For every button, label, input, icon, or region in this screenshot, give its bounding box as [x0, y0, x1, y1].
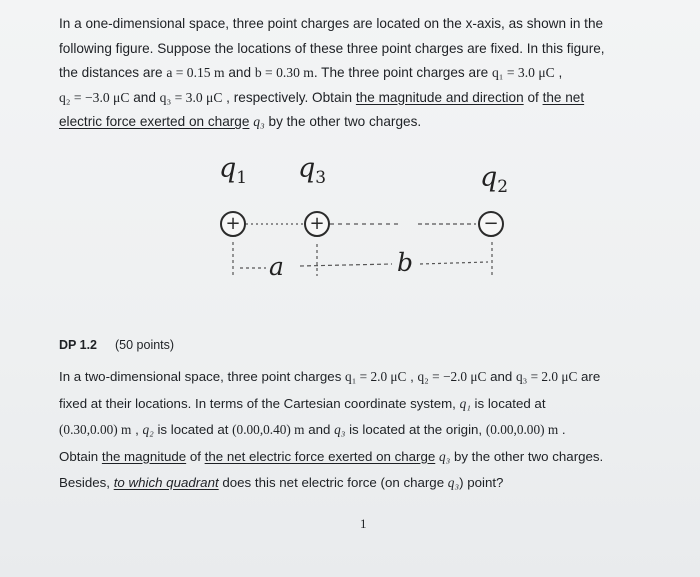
charge-q3-symbol: q₃ — [253, 114, 265, 129]
problem-2-line-2 — [59, 391, 659, 418]
charge-q2-value: q₂ = −2.0 μC — [417, 369, 487, 384]
problem-id: DP 1.2 — [59, 338, 97, 352]
label-subscript: 1 — [236, 168, 248, 188]
text-run: Besides, — [59, 475, 114, 490]
distance-a-value: a = 0.15 m — [166, 65, 225, 80]
text-run: is located at the origin, — [345, 422, 486, 437]
text-run: is located at — [470, 395, 546, 411]
text-run: of — [523, 89, 543, 105]
text-run: , — [406, 369, 418, 384]
problem-1-line-2: following figure. Suppose the locations of these three point charges are fixed. In this figure, — [59, 40, 605, 56]
location-q2: (0.00,0.40) m — [232, 422, 305, 437]
problem-points: (50 points) — [115, 338, 175, 352]
charge-q1-symbol: q₁ — [459, 395, 471, 411]
distance-a-label: a — [269, 252, 284, 281]
problem-2-heading — [59, 337, 174, 353]
text-run: and — [486, 369, 516, 384]
problem-1-line-1: In a one-dimensional space, three point charges are located on the x-axis, as shown in the — [59, 16, 604, 31]
text-run: , — [554, 65, 563, 80]
text-run: are — [577, 369, 601, 384]
text-run: is located at — [153, 422, 233, 437]
text-run: fixed at their locations. In terms of the Cartesian coordinate system, — [59, 395, 460, 411]
problem-2-text — [59, 364, 659, 497]
underlined-phrase: the net electric force exerted on charge — [204, 448, 436, 464]
label-letter: q — [480, 162, 498, 193]
text-run: , respectively. Obtain — [222, 89, 356, 105]
underlined-phrase: the magnitude — [101, 448, 187, 464]
text-run: by the other two charges. — [450, 448, 604, 464]
underlined-phrase: the magnitude and direction — [355, 89, 524, 105]
text-run: and — [129, 89, 160, 105]
charge-q3-symbol: q₃ — [438, 448, 451, 464]
text-run: and — [224, 65, 255, 80]
positive-charge-q1: + — [220, 211, 246, 237]
text-run: by the other two charges. — [264, 114, 422, 129]
text-run: In a two-dimensional space, three point charges — [59, 369, 346, 384]
problem-2-line-5 — [59, 470, 659, 497]
charge-q1-value: q₁ = 3.0 μC — [491, 65, 555, 80]
distance-b-line — [420, 262, 488, 264]
charge-q3-symbol: q₃ — [334, 422, 346, 437]
distance-b-value: b = 0.30 m — [254, 65, 314, 80]
problem-2-line-1 — [59, 364, 659, 391]
underlined-phrase: the net — [542, 89, 585, 105]
distance-b-line — [300, 264, 392, 266]
underlined-phrase: to which quadrant — [113, 475, 219, 490]
charge-q3-value: q₃ = 2.0 μC — [515, 369, 578, 384]
text-run: . — [558, 422, 566, 437]
text-run: does this net electric force (on charge — [218, 475, 448, 490]
text-run: Obtain — [59, 448, 102, 464]
problem-2-line-3 — [59, 417, 659, 444]
page-number: 1 — [360, 516, 367, 531]
problem-2-line-4 — [59, 444, 659, 471]
underlined-phrase: electric force exerted on charge — [59, 114, 250, 129]
label-subscript: 2 — [497, 177, 509, 197]
text-run: of — [186, 448, 205, 464]
charge-q2-value: q₂ = −3.0 μC — [59, 89, 130, 105]
text-run: and — [304, 422, 335, 437]
charge-q3-value: q₃ = 3.0 μC — [159, 89, 223, 105]
distance-b-label: b — [397, 248, 414, 277]
label-letter: q — [298, 153, 316, 184]
positive-charge-q3: + — [304, 211, 330, 237]
text-run: , — [131, 422, 143, 437]
negative-charge-q2: − — [478, 211, 504, 237]
text-run: the distances are — [59, 65, 167, 80]
charge-q1-value: q₁ = 2.0 μC — [345, 369, 407, 384]
label-letter: q — [219, 153, 237, 184]
text-run: ) point? — [459, 475, 504, 490]
charge-q2-symbol: q₂ — [142, 422, 154, 437]
charge-q3-symbol: q₃ — [447, 475, 460, 490]
text-run: . The three point charges are — [313, 65, 492, 80]
location-q3: (0.00,0.00) m — [485, 422, 559, 437]
label-subscript: 3 — [315, 168, 327, 188]
location-q1: (0.30,0.00) m — [59, 422, 132, 437]
